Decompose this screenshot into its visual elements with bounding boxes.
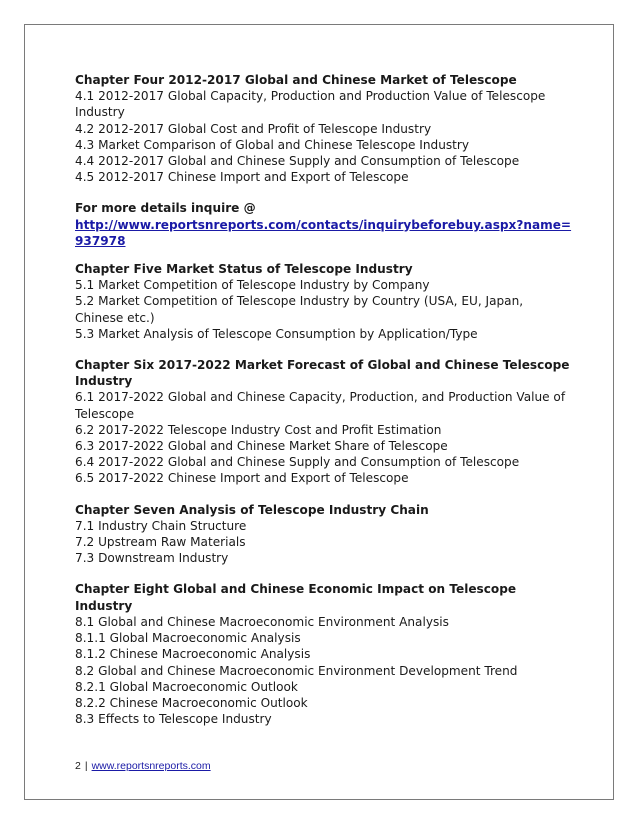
chapter-heading: Chapter Eight Global and Chinese Economic Impact on Telescope Industry bbox=[75, 582, 517, 613]
toc-item: 4.1 2012-2017 Global Capacity, Production and Production Value of Telescope Industry bbox=[75, 89, 546, 120]
toc-item: 6.3 2017-2022 Global and Chinese Market Share of Telescope bbox=[75, 439, 448, 454]
toc-item: 8.2 Global and Chinese Macroeconomic Environment Development Trend bbox=[75, 663, 518, 678]
chapter-heading: Chapter Four 2012-2017 Global and Chinese Market of Telescope bbox=[75, 73, 517, 87]
toc-item: 5.3 Market Analysis of Telescope Consumption by Application/Type bbox=[75, 326, 478, 341]
inquire-link[interactable]: http://www.reportsnreports.com/contacts/inquirybeforebuy.aspx?name=937978 bbox=[75, 217, 572, 248]
toc-item: 8.3 Effects to Telescope Industry bbox=[75, 712, 272, 727]
toc-item: 6.4 2017-2022 Global and Chinese Supply and Consumption of Telescope bbox=[75, 455, 520, 470]
document-body bbox=[75, 72, 575, 742]
toc-item: 5.1 Market Competition of Telescope Industry by Company bbox=[75, 278, 430, 293]
toc-item: 4.2 2012-2017 Global Cost and Profit of Telescope Industry bbox=[75, 121, 432, 136]
page-footer bbox=[75, 760, 211, 772]
toc-item: 7.2 Upstream Raw Materials bbox=[75, 535, 246, 550]
toc-item: 8.1 Global and Chinese Macroeconomic Environment Analysis bbox=[75, 614, 449, 629]
chapter-six-section bbox=[75, 357, 575, 487]
toc-item: 6.2 2017-2022 Telescope Industry Cost and Profit Estimation bbox=[75, 422, 442, 437]
inquire-label: For more details inquire @ bbox=[75, 201, 256, 216]
chapter-heading: Chapter Seven Analysis of Telescope Industry Chain bbox=[75, 502, 429, 517]
toc-item: 4.4 2012-2017 Global and Chinese Supply and Consumption of Telescope bbox=[75, 154, 520, 169]
toc-item: 8.2.1 Global Macroeconomic Outlook bbox=[75, 679, 298, 694]
toc-item: 6.1 2017-2022 Global and Chinese Capacity, Production, and Production Value of Telescope bbox=[75, 390, 566, 421]
chapter-heading: Chapter Five Market Status of Telescope Industry bbox=[75, 262, 413, 277]
toc-item: 4.3 Market Comparison of Global and Chinese Telescope Industry bbox=[75, 137, 470, 152]
toc-item: 4.5 2012-2017 Chinese Import and Export of Telescope bbox=[75, 170, 409, 185]
chapter-eight-section bbox=[75, 581, 575, 727]
toc-item: 8.1.1 Global Macroeconomic Analysis bbox=[75, 631, 301, 646]
toc-item: 8.2.2 Chinese Macroeconomic Outlook bbox=[75, 695, 308, 710]
toc-item: 7.3 Downstream Industry bbox=[75, 551, 229, 566]
toc-item: 6.5 2017-2022 Chinese Import and Export of Telescope bbox=[75, 471, 409, 486]
chapter-heading: Chapter Six 2017-2022 Market Forecast of Global and Chinese Telescope Industry bbox=[75, 358, 570, 389]
footer-site-link[interactable]: www.reportsnreports.com bbox=[91, 760, 211, 772]
toc-item: 5.2 Market Competition of Telescope Industry by Country (USA, EU, Japan, Chinese etc.) bbox=[75, 294, 524, 325]
toc-item: 7.1 Industry Chain Structure bbox=[75, 518, 247, 533]
chapter-four-section bbox=[75, 72, 575, 185]
chapter-five-section bbox=[75, 261, 575, 342]
footer-separator: | bbox=[84, 760, 88, 772]
inquire-block bbox=[75, 200, 575, 249]
chapter-seven-section bbox=[75, 502, 575, 567]
toc-item: 8.1.2 Chinese Macroeconomic Analysis bbox=[75, 647, 311, 662]
page-number: 2 bbox=[75, 760, 81, 772]
